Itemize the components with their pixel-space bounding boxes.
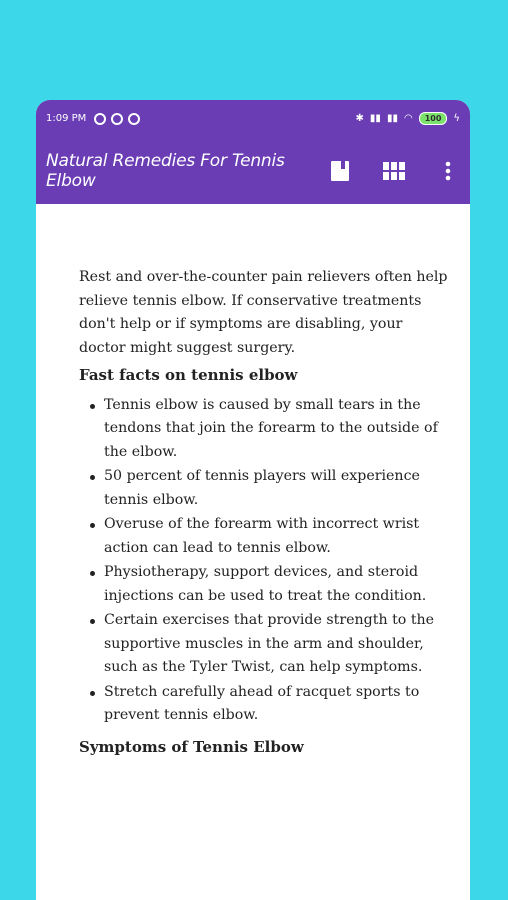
notification-icons [94,113,140,125]
app-bar [36,137,470,204]
section-heading: Symptoms of Tennis Elbow [79,737,304,756]
app-title: Natural Remedies For Tennis Elbow [46,150,285,191]
status-time: 1:09 PM [46,113,87,124]
phone-screen [36,100,470,900]
notification-icon [128,113,140,125]
list-item: 50 percent of tennis players will experience tennis elbow. [104,465,450,512]
charging-icon: ϟ [453,113,460,124]
status-bar [36,100,470,137]
list-item: Stretch carefully ahead of racquet sports to prevent tennis elbow. [104,681,450,728]
notification-icon [111,113,123,125]
list-item: Certain exercises that provide strength to the supportive muscles in the arm and shoulder, such as the Tyler Twist, can help symptoms. [104,609,450,680]
wifi-icon: ◠ [403,113,413,124]
list-item: Tennis elbow is caused by small tears in the tendons that join the forearm to the outside of the elbow. [104,394,450,465]
signal-icon: ▮▮ [369,113,381,124]
system-icons [356,112,460,125]
bluetooth-icon: ✱ [355,113,364,124]
notification-icon [94,113,106,125]
article-content [36,204,470,759]
battery-icon: 100 [419,112,448,125]
facts-list [79,394,450,728]
more-vert-icon[interactable] [436,159,460,183]
bookmark-icon[interactable] [328,159,352,183]
intro-paragraph: Rest and over-the-counter pain relievers often help relieve tennis elbow. If conservative treatments don't help or if symptoms are disabling, your doctor might suggest surgery. [79,269,448,356]
grid-icon[interactable] [382,159,406,183]
appbar-actions [328,159,460,183]
list-item: Physiotherapy, support devices, and steroid injections can be used to treat the condition. [104,561,450,608]
list-item: Overuse of the forearm with incorrect wrist action can lead to tennis elbow. [104,513,450,560]
section-heading: Fast facts on tennis elbow [79,366,298,384]
signal-icon: ▮▮ [386,113,398,124]
